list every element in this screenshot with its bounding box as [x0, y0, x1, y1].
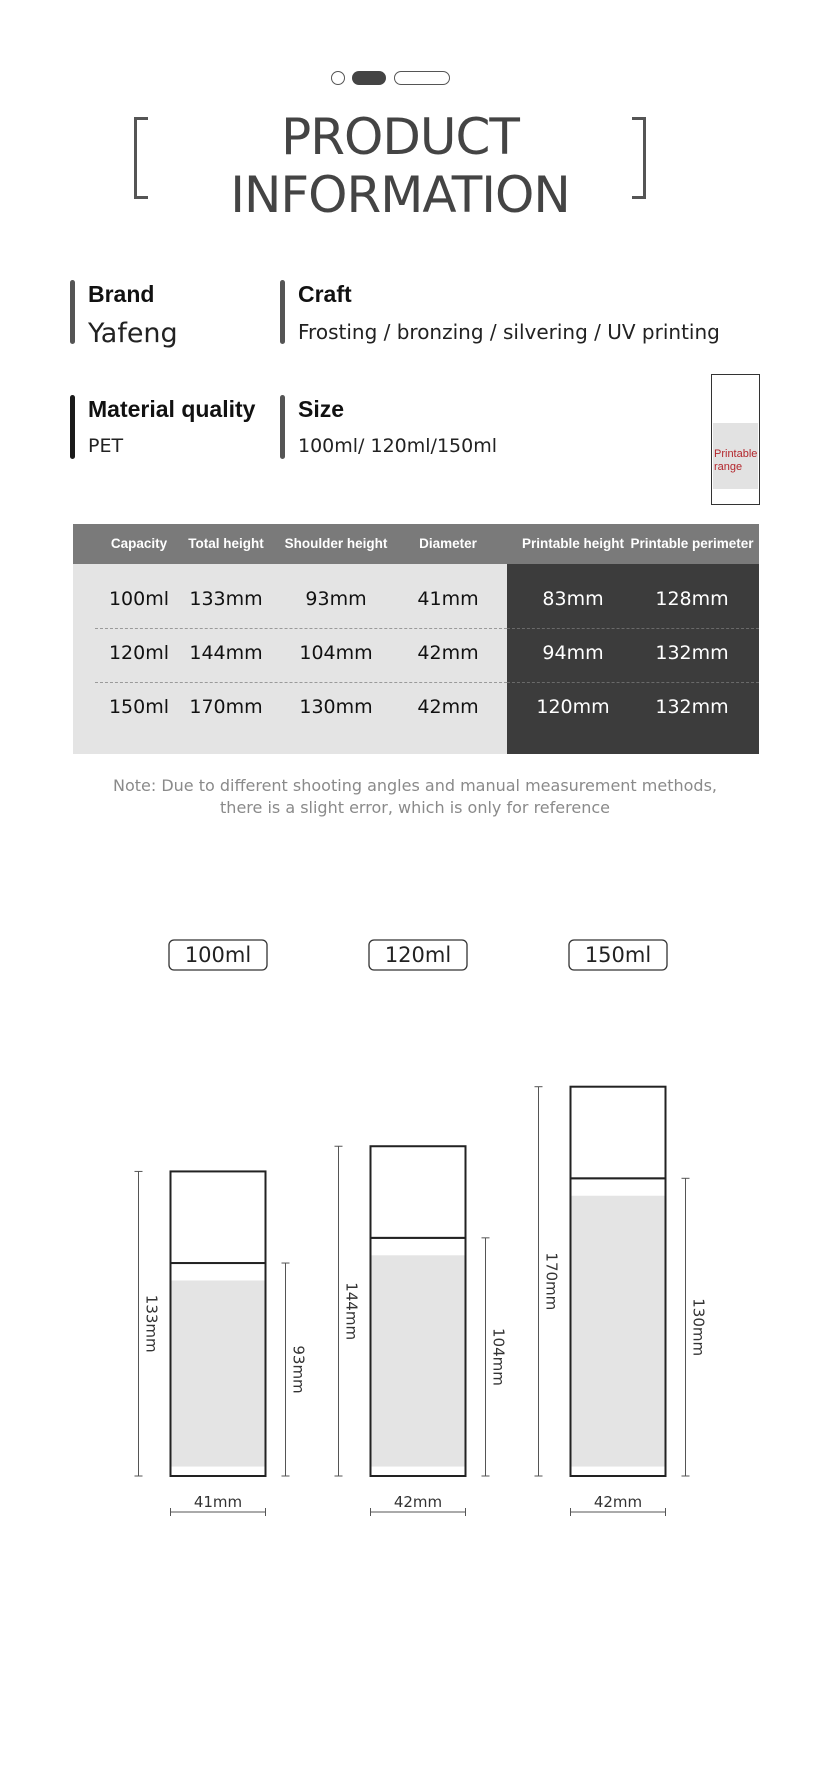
title-bracket-left	[134, 117, 148, 199]
printable-range-bottle-icon	[711, 374, 760, 505]
printable-area	[172, 1280, 265, 1466]
table-cell: 93mm	[305, 588, 367, 610]
diameter-label: 42mm	[393, 1493, 443, 1511]
size-value: 100ml/ 120ml/150ml	[298, 435, 497, 457]
note-line2: there is a slight error, which is only for reference	[220, 798, 610, 817]
table-cell: 120ml	[108, 642, 170, 664]
table-cell: 133mm	[189, 588, 263, 610]
craft-info	[280, 280, 720, 344]
material-label: Material quality	[88, 396, 256, 422]
table-cell: 132mm	[655, 642, 729, 664]
info-bar	[280, 395, 285, 459]
table-header-cell: Printable height	[521, 536, 625, 551]
capacity-pill-label: 100ml	[184, 943, 252, 967]
info-bar	[280, 280, 285, 344]
printable-area	[372, 1255, 465, 1466]
table-header-cell: Shoulder height	[284, 536, 388, 551]
table-cell: 150ml	[108, 696, 170, 718]
material-info	[70, 395, 255, 457]
brand-info	[70, 280, 178, 349]
table-cell: 41mm	[417, 588, 479, 610]
shoulder-height-label: 104mm	[489, 1327, 508, 1386]
bottle-cap	[171, 1171, 266, 1263]
pagination-dot-active	[352, 71, 386, 85]
shoulder-height-label: 93mm	[289, 1345, 308, 1394]
spec-table	[73, 524, 759, 754]
table-header-cell: Printable perimeter	[630, 536, 754, 551]
craft-label: Craft	[298, 281, 352, 307]
capacity-pill-label: 120ml	[384, 943, 452, 967]
table-cell: 100ml	[108, 588, 170, 610]
page-title-line1: PRODUCT	[281, 108, 519, 166]
table-cell: 170mm	[189, 696, 263, 718]
page-title-line2: INFORMATION	[230, 166, 570, 224]
printable-range-label-line2: range	[714, 461, 743, 473]
info-bar	[70, 280, 75, 344]
size-info	[280, 395, 497, 457]
pagination-dot	[331, 71, 345, 85]
table-header-cell: Capacity	[110, 536, 168, 551]
table-cell: 104mm	[299, 642, 373, 664]
pagination-dot	[394, 71, 450, 85]
table-cell: 132mm	[655, 696, 729, 718]
page-title	[160, 108, 640, 224]
printable-range-label-line1: Printable	[714, 448, 758, 460]
bottle-dimension-diagram	[0, 900, 828, 1540]
bottle-cap	[371, 1146, 466, 1238]
table-cell: 94mm	[542, 642, 604, 664]
printable-range-label	[714, 448, 757, 474]
note-line1: Note: Due to different shooting angles and manual measurement methods,	[112, 776, 717, 795]
info-bar	[70, 395, 75, 459]
printable-area	[572, 1196, 665, 1467]
table-cell: 42mm	[417, 696, 479, 718]
total-height-label: 133mm	[142, 1294, 161, 1353]
table-cell: 42mm	[417, 642, 479, 664]
brand-label: Brand	[88, 281, 155, 307]
total-height-label: 144mm	[342, 1282, 361, 1341]
table-cell: 144mm	[189, 642, 263, 664]
craft-value: Frosting / bronzing / silvering / UV printing	[298, 320, 720, 344]
table-header-cell: Total height	[188, 536, 264, 551]
capacity-pill-label: 150ml	[584, 943, 652, 967]
table-cell: 128mm	[655, 588, 729, 610]
bottle-cap	[571, 1087, 666, 1179]
size-label: Size	[298, 396, 345, 422]
table-header-cell: Diameter	[419, 536, 477, 551]
table-cell: 130mm	[299, 696, 373, 718]
brand-value: Yafeng	[88, 318, 178, 349]
table-cell: 120mm	[536, 696, 610, 718]
table-cell: 83mm	[542, 588, 604, 610]
pagination-indicator	[331, 70, 451, 86]
measurement-note	[80, 775, 750, 819]
shoulder-height-label: 130mm	[689, 1298, 708, 1357]
diameter-label: 41mm	[193, 1493, 243, 1511]
material-value: PET	[88, 435, 124, 457]
total-height-label: 170mm	[542, 1252, 561, 1311]
diameter-label: 42mm	[593, 1493, 643, 1511]
